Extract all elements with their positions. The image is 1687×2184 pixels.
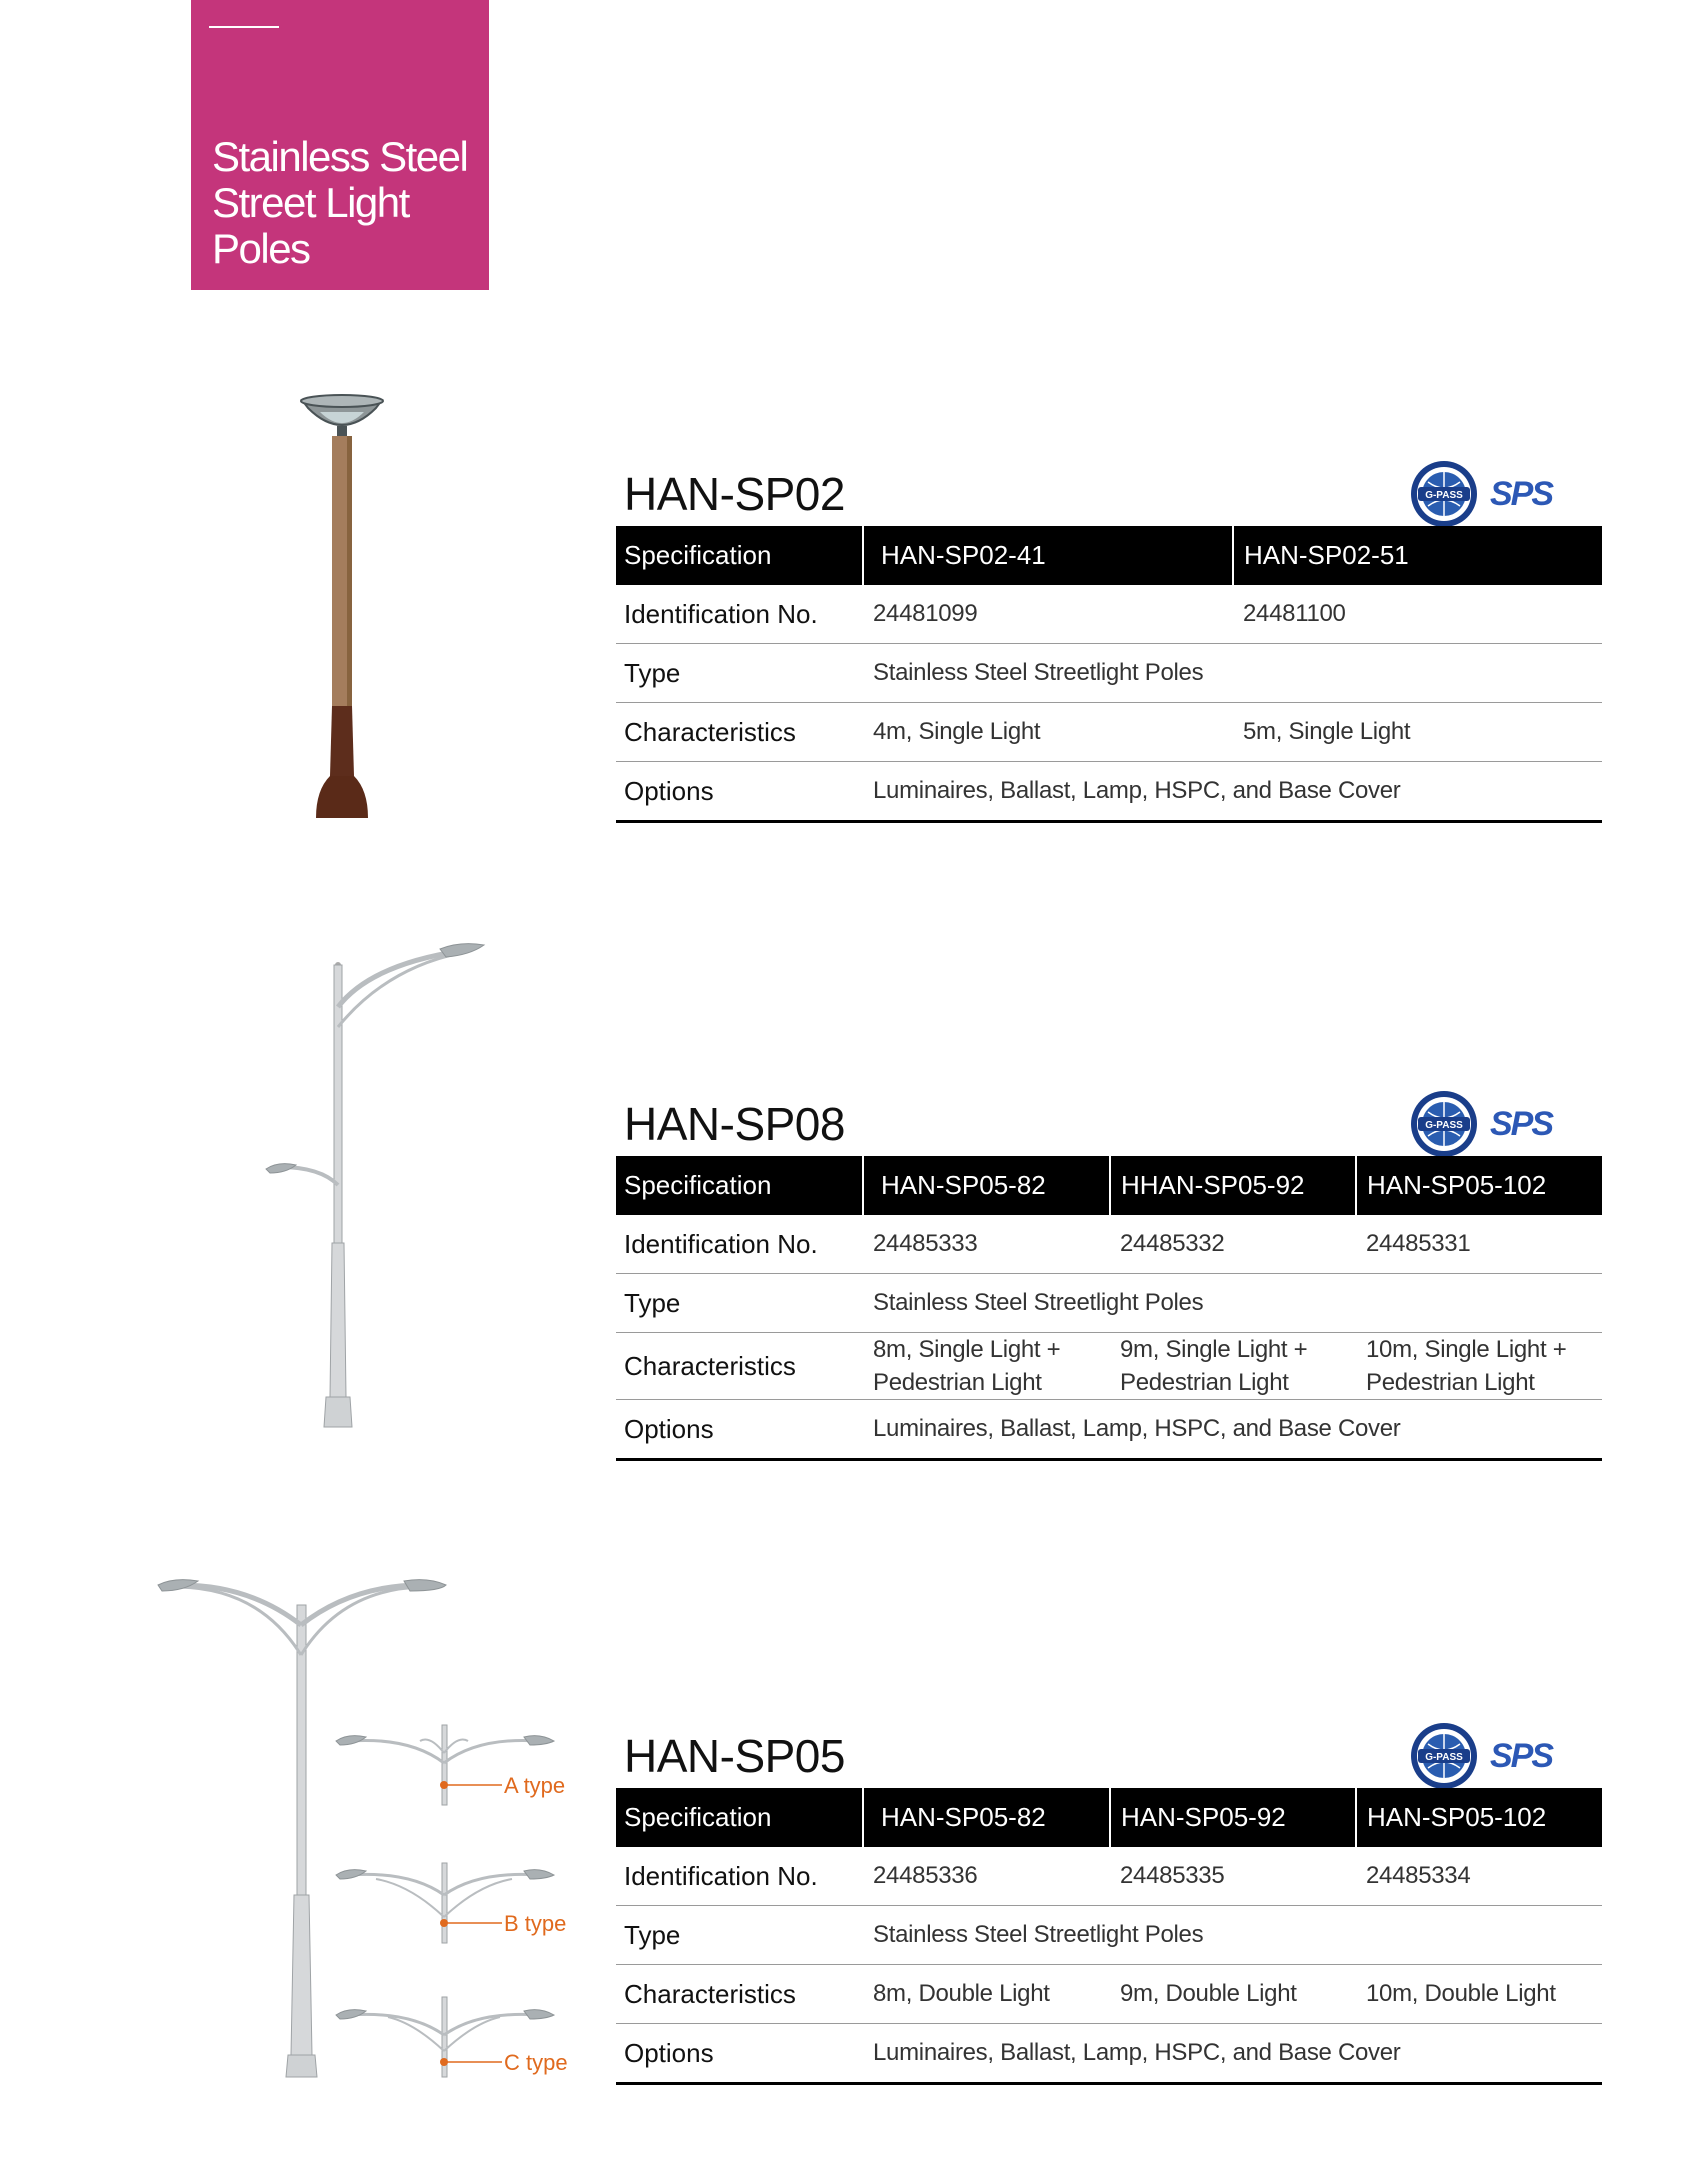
row-label: Options [616,2024,863,2084]
table-row [616,1847,1602,1906]
g-pass-sps-logo [1406,1088,1568,1160]
table-cell: 24485334 [1356,1847,1602,1906]
table-row [616,1215,1602,1274]
c-type-label: C type [504,2050,568,2075]
row-label: Characteristics [616,1333,863,1400]
header-model-51: HAN-SP02-51 [1233,526,1602,585]
table-row [616,1906,1602,1965]
header-specification: Specification [616,526,863,585]
row-label: Options [616,1400,863,1460]
logo-badge-text: G-PASS [1425,1120,1463,1131]
row-label: Type [616,1274,863,1333]
row-label: Type [616,1906,863,1965]
product-title: HAN-SP05 [624,1730,845,1782]
table-cell: 9m, Single Light + Pedestrian Light [1110,1333,1356,1400]
row-label: Characteristics [616,703,863,762]
table-cell: Luminaires, Ballast, Lamp, HSPC, and Base Cover [863,2024,1602,2084]
table-row [616,703,1602,762]
table-cell: 4m, Single Light [863,703,1233,762]
han-sp08-pole-illustration [260,935,500,1435]
table-cell: 24481100 [1233,585,1602,644]
table-row [616,585,1602,644]
table-cell: 24485333 [863,1215,1110,1274]
g-pass-sps-logo [1406,1720,1568,1792]
table-row [616,1965,1602,2024]
header-specification: Specification [616,1156,863,1215]
page-title: Stainless Steel Street Light Poles [212,133,468,272]
table-row [616,2024,1602,2084]
logo-badge-text: G-PASS [1425,490,1463,501]
product-title: HAN-SP02 [624,468,845,520]
table-cell: Stainless Steel Streetlight Poles [863,1906,1602,1965]
header-model-82: HAN-SP05-82 [863,1156,1110,1215]
table-cell: 8m, Single Light + Pedestrian Light [863,1333,1110,1400]
table-cell: 24485331 [1356,1215,1602,1274]
table-cell: 24485332 [1110,1215,1356,1274]
row-label: Characteristics [616,1965,863,2024]
table-row [616,1400,1602,1460]
logo-badge-text: G-PASS [1425,1752,1463,1763]
spec-table [616,1156,1602,1461]
row-label: Identification No. [616,1847,863,1906]
table-cell: 8m, Double Light [863,1965,1110,2024]
table-cell: 24481099 [863,585,1233,644]
table-row [616,1274,1602,1333]
logo-brand-text: SPS [1490,475,1553,513]
spec-table [616,1788,1602,2085]
table-cell: Stainless Steel Streetlight Poles [863,644,1602,703]
table-cell: 24485336 [863,1847,1110,1906]
table-cell: 5m, Single Light [1233,703,1602,762]
header-model-92: HHAN-SP05-92 [1110,1156,1356,1215]
header-model-82: HAN-SP05-82 [863,1788,1110,1847]
table-cell: Stainless Steel Streetlight Poles [863,1274,1602,1333]
table-cell: 9m, Double Light [1110,1965,1356,2024]
row-label: Identification No. [616,1215,863,1274]
table-cell: 10m, Single Light + Pedestrian Light [1356,1333,1602,1400]
b-type-variant [336,1863,566,1943]
title-banner [191,0,489,290]
row-label: Identification No. [616,585,863,644]
a-type-label: A type [504,1773,566,1798]
title-rule [209,26,279,28]
table-row [616,762,1602,822]
table-cell: 10m, Double Light [1356,1965,1602,2024]
header-specification: Specification [616,1788,863,1847]
a-type-variant [336,1725,565,1805]
header-model-102: HAN-SP05-102 [1356,1156,1602,1215]
table-cell: Luminaires, Ballast, Lamp, HSPC, and Base Cover [863,762,1602,822]
b-type-label: B type [504,1911,567,1936]
table-cell: Luminaires, Ballast, Lamp, HSPC, and Base Cover [863,1400,1602,1460]
header-model-102: HAN-SP05-102 [1356,1788,1602,1847]
product-title: HAN-SP08 [624,1098,845,1150]
han-sp02-pole-illustration [290,388,410,828]
header-model-41: HAN-SP02-41 [863,526,1233,585]
han-sp05-pole-illustration [140,1565,580,2085]
row-label: Type [616,644,863,703]
logo-brand-text: SPS [1490,1737,1553,1775]
logo-brand-text: SPS [1490,1105,1553,1143]
c-type-variant [336,1997,568,2077]
table-row [616,1333,1602,1400]
row-label: Options [616,762,863,822]
table-row [616,644,1602,703]
g-pass-sps-logo [1406,458,1568,530]
header-model-92: HAN-SP05-92 [1110,1788,1356,1847]
spec-table [616,526,1602,823]
table-cell: 24485335 [1110,1847,1356,1906]
